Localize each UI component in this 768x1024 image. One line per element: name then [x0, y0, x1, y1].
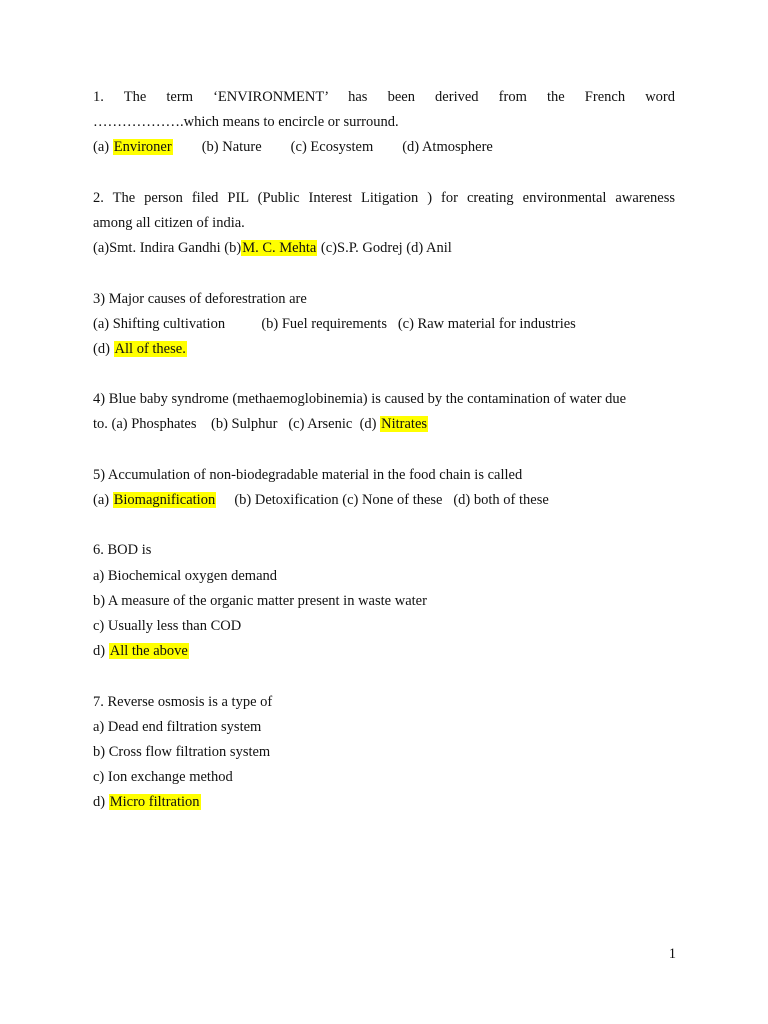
question-7-option-d	[93, 790, 675, 815]
options-prefix: to. (a) Phosphates (b) Sulphur (c) Arsenic (d)	[93, 416, 381, 433]
option-d-label: (d)	[93, 340, 114, 357]
question-7-stem: 7. Reverse osmosis is a type of	[93, 693, 273, 710]
other-options: (b) Nature (c) Ecosystem (d) Atmosphere	[172, 139, 493, 156]
question-3	[93, 287, 675, 363]
question-5-stem: 5) Accumulation of non-biodegradable material in the food chain is called	[93, 466, 523, 483]
question-3-option-d	[93, 337, 675, 362]
question-6-option-d	[93, 639, 675, 664]
highlighted-answer: Nitrates	[381, 416, 428, 433]
highlighted-answer: All the above	[109, 643, 188, 660]
question-3-options: (a) Shifting cultivation (b) Fuel requirements (c) Raw material for industries	[93, 315, 576, 332]
question-7	[93, 690, 675, 816]
highlighted-answer: Micro filtration	[109, 794, 200, 811]
question-3-stem: 3) Major causes of deforestration are	[93, 290, 307, 307]
question-1	[93, 85, 675, 161]
question-7-option-b: b) Cross flow filtration system	[93, 743, 271, 760]
question-6-option-b: b) A measure of the organic matter present in waste water	[93, 592, 427, 609]
question-5	[93, 463, 675, 513]
question-6	[93, 538, 675, 664]
question-6-option-a: a) Biochemical oxygen demand	[93, 567, 278, 584]
question-4	[93, 387, 675, 437]
question-7-option-c: c) Ion exchange method	[93, 769, 233, 786]
option-d-label: d)	[93, 643, 109, 660]
question-2-options	[93, 236, 675, 261]
highlighted-answer: Environer	[113, 139, 172, 156]
question-6-option-c: c) Usually less than COD	[93, 617, 242, 634]
question-4-options	[93, 412, 675, 437]
highlighted-answer: All of these.	[114, 340, 186, 357]
option-d-label: d)	[93, 794, 109, 811]
options-prefix: (a)Smt. Indira Gandhi (b)	[93, 240, 242, 257]
question-7-option-a: a) Dead end filtration system	[93, 718, 262, 735]
options-suffix: (c)S.P. Godrej (d) Anil	[317, 240, 452, 257]
question-2-stem-line-1: 2. The person filed PIL (Public Interest Litigation ) for creating environmental awareness	[93, 189, 675, 206]
question-2-stem-line-2: among all citizen of india.	[93, 214, 245, 231]
question-4-stem: 4) Blue baby syndrome (methaemoglobinemia) is caused by the contamination of water due	[93, 391, 627, 408]
question-list	[93, 85, 675, 815]
question-1-stem-line-1: 1. The term ‘ENVIRONMENT’ has been derived from the French word	[93, 89, 675, 105]
question-5-options	[93, 488, 675, 513]
option-a-label: (a)	[93, 492, 113, 508]
question-2	[93, 186, 675, 262]
highlighted-answer: Biomagnification	[113, 492, 216, 508]
highlighted-answer: M. C. Mehta	[242, 240, 317, 257]
page-number: 1	[668, 946, 676, 962]
other-options: (b) Detoxification (c) None of these (d) both of these	[216, 492, 549, 508]
question-1-stem-line-2: ……………….which means to encircle or surround.	[93, 114, 399, 131]
question-6-stem: 6. BOD is	[93, 542, 152, 559]
option-a-label: (a)	[93, 139, 113, 156]
question-1-options	[93, 135, 675, 160]
